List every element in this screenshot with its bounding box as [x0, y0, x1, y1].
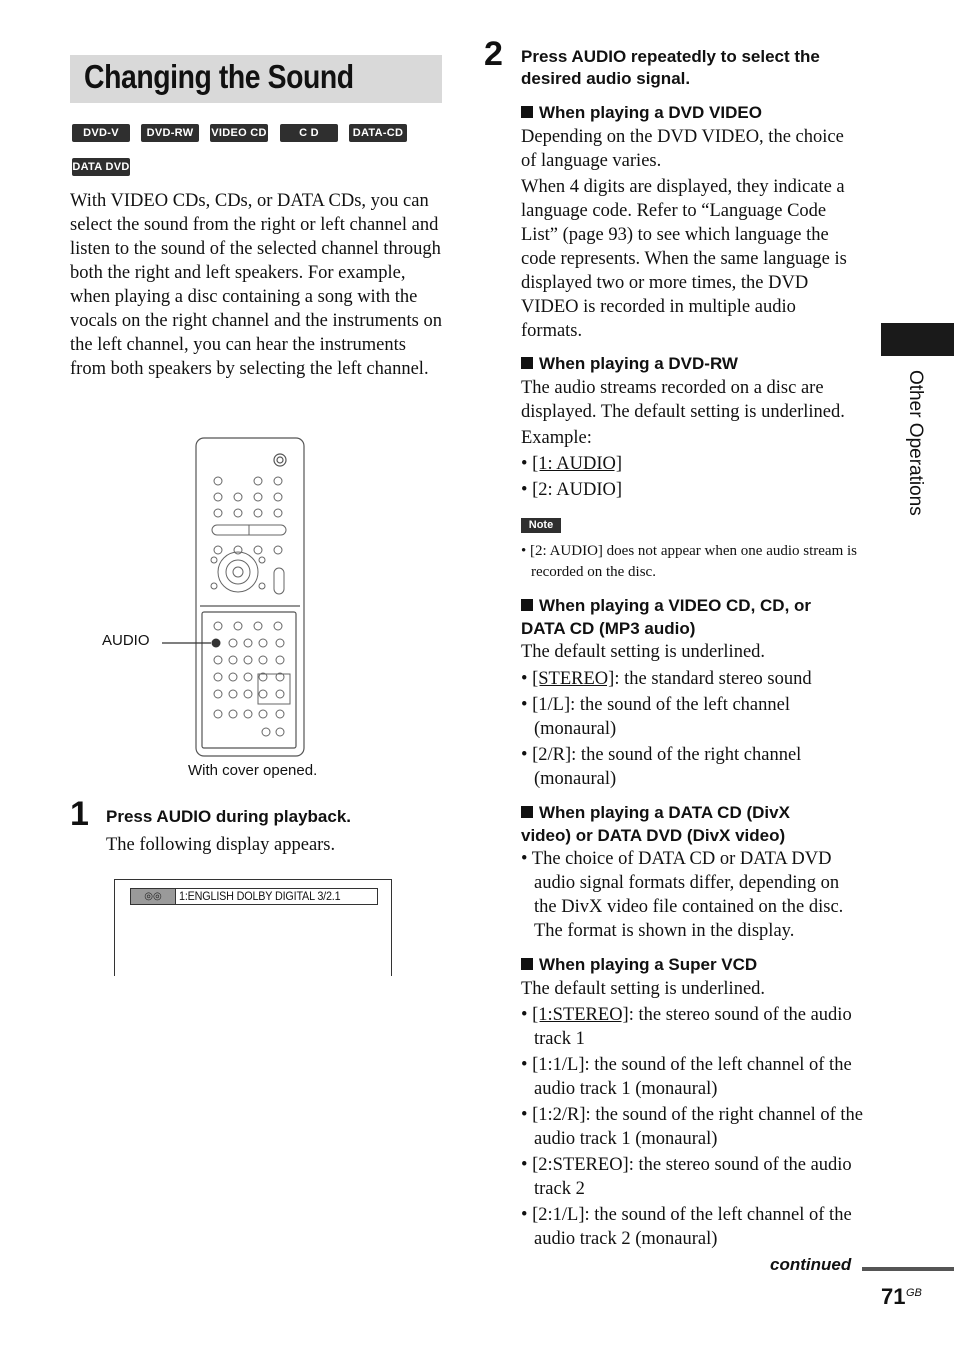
section-tab-marker — [881, 323, 954, 356]
badge-data-dvd: DATA DVD — [72, 158, 130, 176]
vcd-cd-item-2: • [1/L]: the sound of the left channel (monaural) — [521, 695, 790, 739]
remote-control-illustration — [150, 436, 310, 758]
dvd-rw-paragraph: The audio streams recorded on a disc are displayed. The default setting is underlined. — [521, 378, 845, 422]
dvd-rw-item-1: • [1: AUDIO] — [521, 454, 623, 474]
square-bullet-icon — [521, 599, 533, 611]
svcd-paragraph: The default setting is underlined. — [521, 979, 766, 999]
vcd-cd-item-3: • [2/R]: the sound of the right channel (monaural) — [521, 745, 802, 789]
audio-callout-label: AUDIO — [102, 632, 150, 649]
remote-body — [196, 438, 304, 756]
page-number: 71 — [881, 1284, 906, 1309]
display-readout — [130, 888, 378, 905]
divx-heading-line2: video) or DATA DVD (DivX video) — [521, 826, 786, 845]
square-bullet-icon — [521, 958, 533, 970]
badge-cd: C D — [280, 124, 338, 142]
note-badge: Note — [521, 518, 561, 533]
square-bullet-icon — [521, 357, 533, 369]
note-text: • [2: AUDIO] does not appear when one audio stream is recorded on the disc. — [521, 543, 858, 580]
page-number-suffix: GB — [906, 1287, 922, 1299]
vcd-cd-item-1: • [STEREO]: the standard stereo sound — [521, 669, 812, 689]
dpad-icon — [218, 552, 258, 592]
power-button-icon — [274, 454, 286, 466]
svcd-item-3: • [1:2/R]: the sound of the right channel of the audio track 1 (monaural) — [521, 1105, 863, 1149]
dvd-video-heading: When playing a DVD VIDEO — [521, 101, 762, 124]
audio-button-icon — [212, 639, 221, 648]
square-bullet-icon — [521, 106, 533, 118]
svcd-item-1: • [1:STEREO]: the stereo sound of the audio track 1 — [521, 1005, 852, 1049]
dvd-video-paragraph-2: When 4 digits are displayed, they indicate a language code. Refer to “Language Code List” (page 93) to see which language the code represents. When the same language is displayed two or more times, the DVD VIDEO is recorded in multiple audio formats. — [521, 177, 847, 341]
dvd-rw-example-label: Example: — [521, 428, 592, 448]
vcd-cd-heading-line2: DATA CD (MP3 audio) — [521, 619, 696, 638]
vcd-cd-heading-line1: When playing a VIDEO CD, CD, or — [521, 594, 811, 617]
step-2-number: 2 — [484, 35, 503, 73]
badge-dvd-v: DVD-V — [72, 124, 130, 142]
step-2-heading-line2: desired audio signal. — [521, 69, 691, 88]
badge-video-cd: VIDEO CD — [210, 124, 268, 142]
step-1-text: The following display appears. — [106, 835, 336, 855]
intro-paragraph: With VIDEO CDs, CDs, or DATA CDs, you can select the sound from the right or left channel and listen to the sound of the selected channel through both the right and left speakers. For example, when playing a disc containing a song with the vocals on the right channel and the instruments on the left channel, you can hear the instruments from both speakers by selecting the left channel. — [70, 191, 442, 379]
section-tab-label: Other Operations — [905, 370, 926, 516]
continued-label: continued — [770, 1255, 852, 1274]
figure-caption: With cover opened. — [188, 762, 318, 779]
continued-rule — [862, 1267, 954, 1271]
svcd-heading: When playing a Super VCD — [521, 953, 757, 976]
svcd-item-2: • [1:1/L]: the sound of the left channel of the audio track 1 (monaural) — [521, 1055, 852, 1099]
step-1-heading: Press AUDIO during playback. — [106, 807, 351, 826]
badge-data-cd: DATA-CD — [349, 124, 407, 142]
dvd-rw-heading: When playing a DVD-RW — [521, 352, 738, 375]
svcd-item-5: • [2:1/L]: the sound of the left channel of the audio track 2 (monaural) — [521, 1205, 852, 1249]
step-1-number: 1 — [70, 795, 89, 833]
display-readout-text: 1:ENGLISH DOLBY DIGITAL 3/2.1 — [179, 889, 341, 903]
dvd-video-paragraph-1: Depending on the DVD VIDEO, the choice of language varies. — [521, 127, 844, 171]
square-bullet-icon — [521, 806, 533, 818]
svcd-item-4: • [2:STEREO]: the stereo sound of the audio track 2 — [521, 1155, 852, 1199]
badge-dvd-rw: DVD-RW — [141, 124, 199, 142]
divx-item: • The choice of DATA CD or DATA DVD audio signal formats differ, depending on the DivX video file contained on the disc. The format is shown in the display. — [521, 849, 844, 941]
page-title: Changing the Sound — [84, 58, 354, 95]
dvd-rw-item-2: • [2: AUDIO] — [521, 480, 623, 500]
step-2-heading-line1: Press AUDIO repeatedly to select the — [521, 47, 820, 66]
audio-disc-icon: ◎◎ — [131, 889, 176, 904]
vcd-cd-paragraph: The default setting is underlined. — [521, 642, 766, 662]
divx-heading-line1: When playing a DATA CD (DivX — [521, 801, 790, 824]
